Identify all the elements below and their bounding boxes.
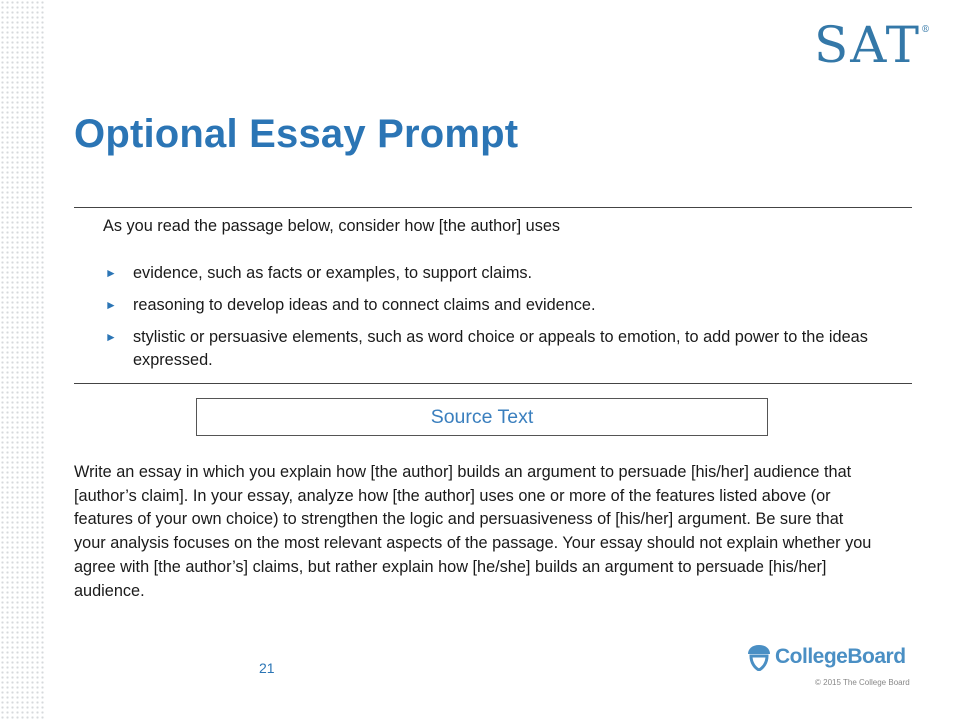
- copyright-text: © 2015 The College Board: [815, 678, 910, 687]
- list-item-text: reasoning to develop ideas and to connect claims and evidence.: [133, 296, 596, 314]
- list-item: [105, 294, 895, 317]
- collegeboard-logo: [746, 643, 906, 671]
- feature-list: [105, 262, 895, 381]
- list-item-text: stylistic or persuasive elements, such as word choice or appeals to emotion, to add power to the ideas expressed.: [133, 328, 868, 369]
- divider-top: [74, 207, 912, 208]
- arrow-bullet-icon: ►: [105, 330, 117, 344]
- source-text-label: Source Text: [430, 405, 534, 428]
- registered-mark: ®: [920, 25, 930, 35]
- arrow-bullet-icon: ►: [105, 298, 117, 312]
- divider-bottom: [74, 383, 912, 384]
- list-item-text: evidence, such as facts or examples, to support claims.: [133, 264, 533, 282]
- acorn-icon: [746, 643, 772, 671]
- arrow-bullet-icon: ►: [105, 266, 117, 280]
- source-text-box: [196, 398, 768, 436]
- decorative-dot-pattern: [0, 0, 44, 720]
- sat-logo-text: SAT: [814, 16, 921, 74]
- essay-prompt-text: Write an essay in which you explain how [the author] builds an argument to persuade [his/her] audience that [author’s claim]. In your essay, analyze how [the author] uses one or more of the features listed above (or features of your own choice) to strengthen the logic and persuasiveness of [his/her] argument. Be sure that your analysis focuses on the most relevant aspects of the passage. Your essay should not explain whether you agree with [the author’s] claims, but rather explain how [he/she] builds an argument to persuade [his/her] audience.: [74, 463, 872, 600]
- list-item: [105, 262, 895, 285]
- collegeboard-logo-text: CollegeBoard: [775, 645, 906, 668]
- list-item: [105, 326, 895, 372]
- intro-text: As you read the passage below, consider how [the author] uses: [103, 217, 561, 235]
- slide-title: Optional Essay Prompt: [74, 112, 519, 156]
- sat-logo: [814, 16, 930, 74]
- page-number: 21: [259, 660, 275, 676]
